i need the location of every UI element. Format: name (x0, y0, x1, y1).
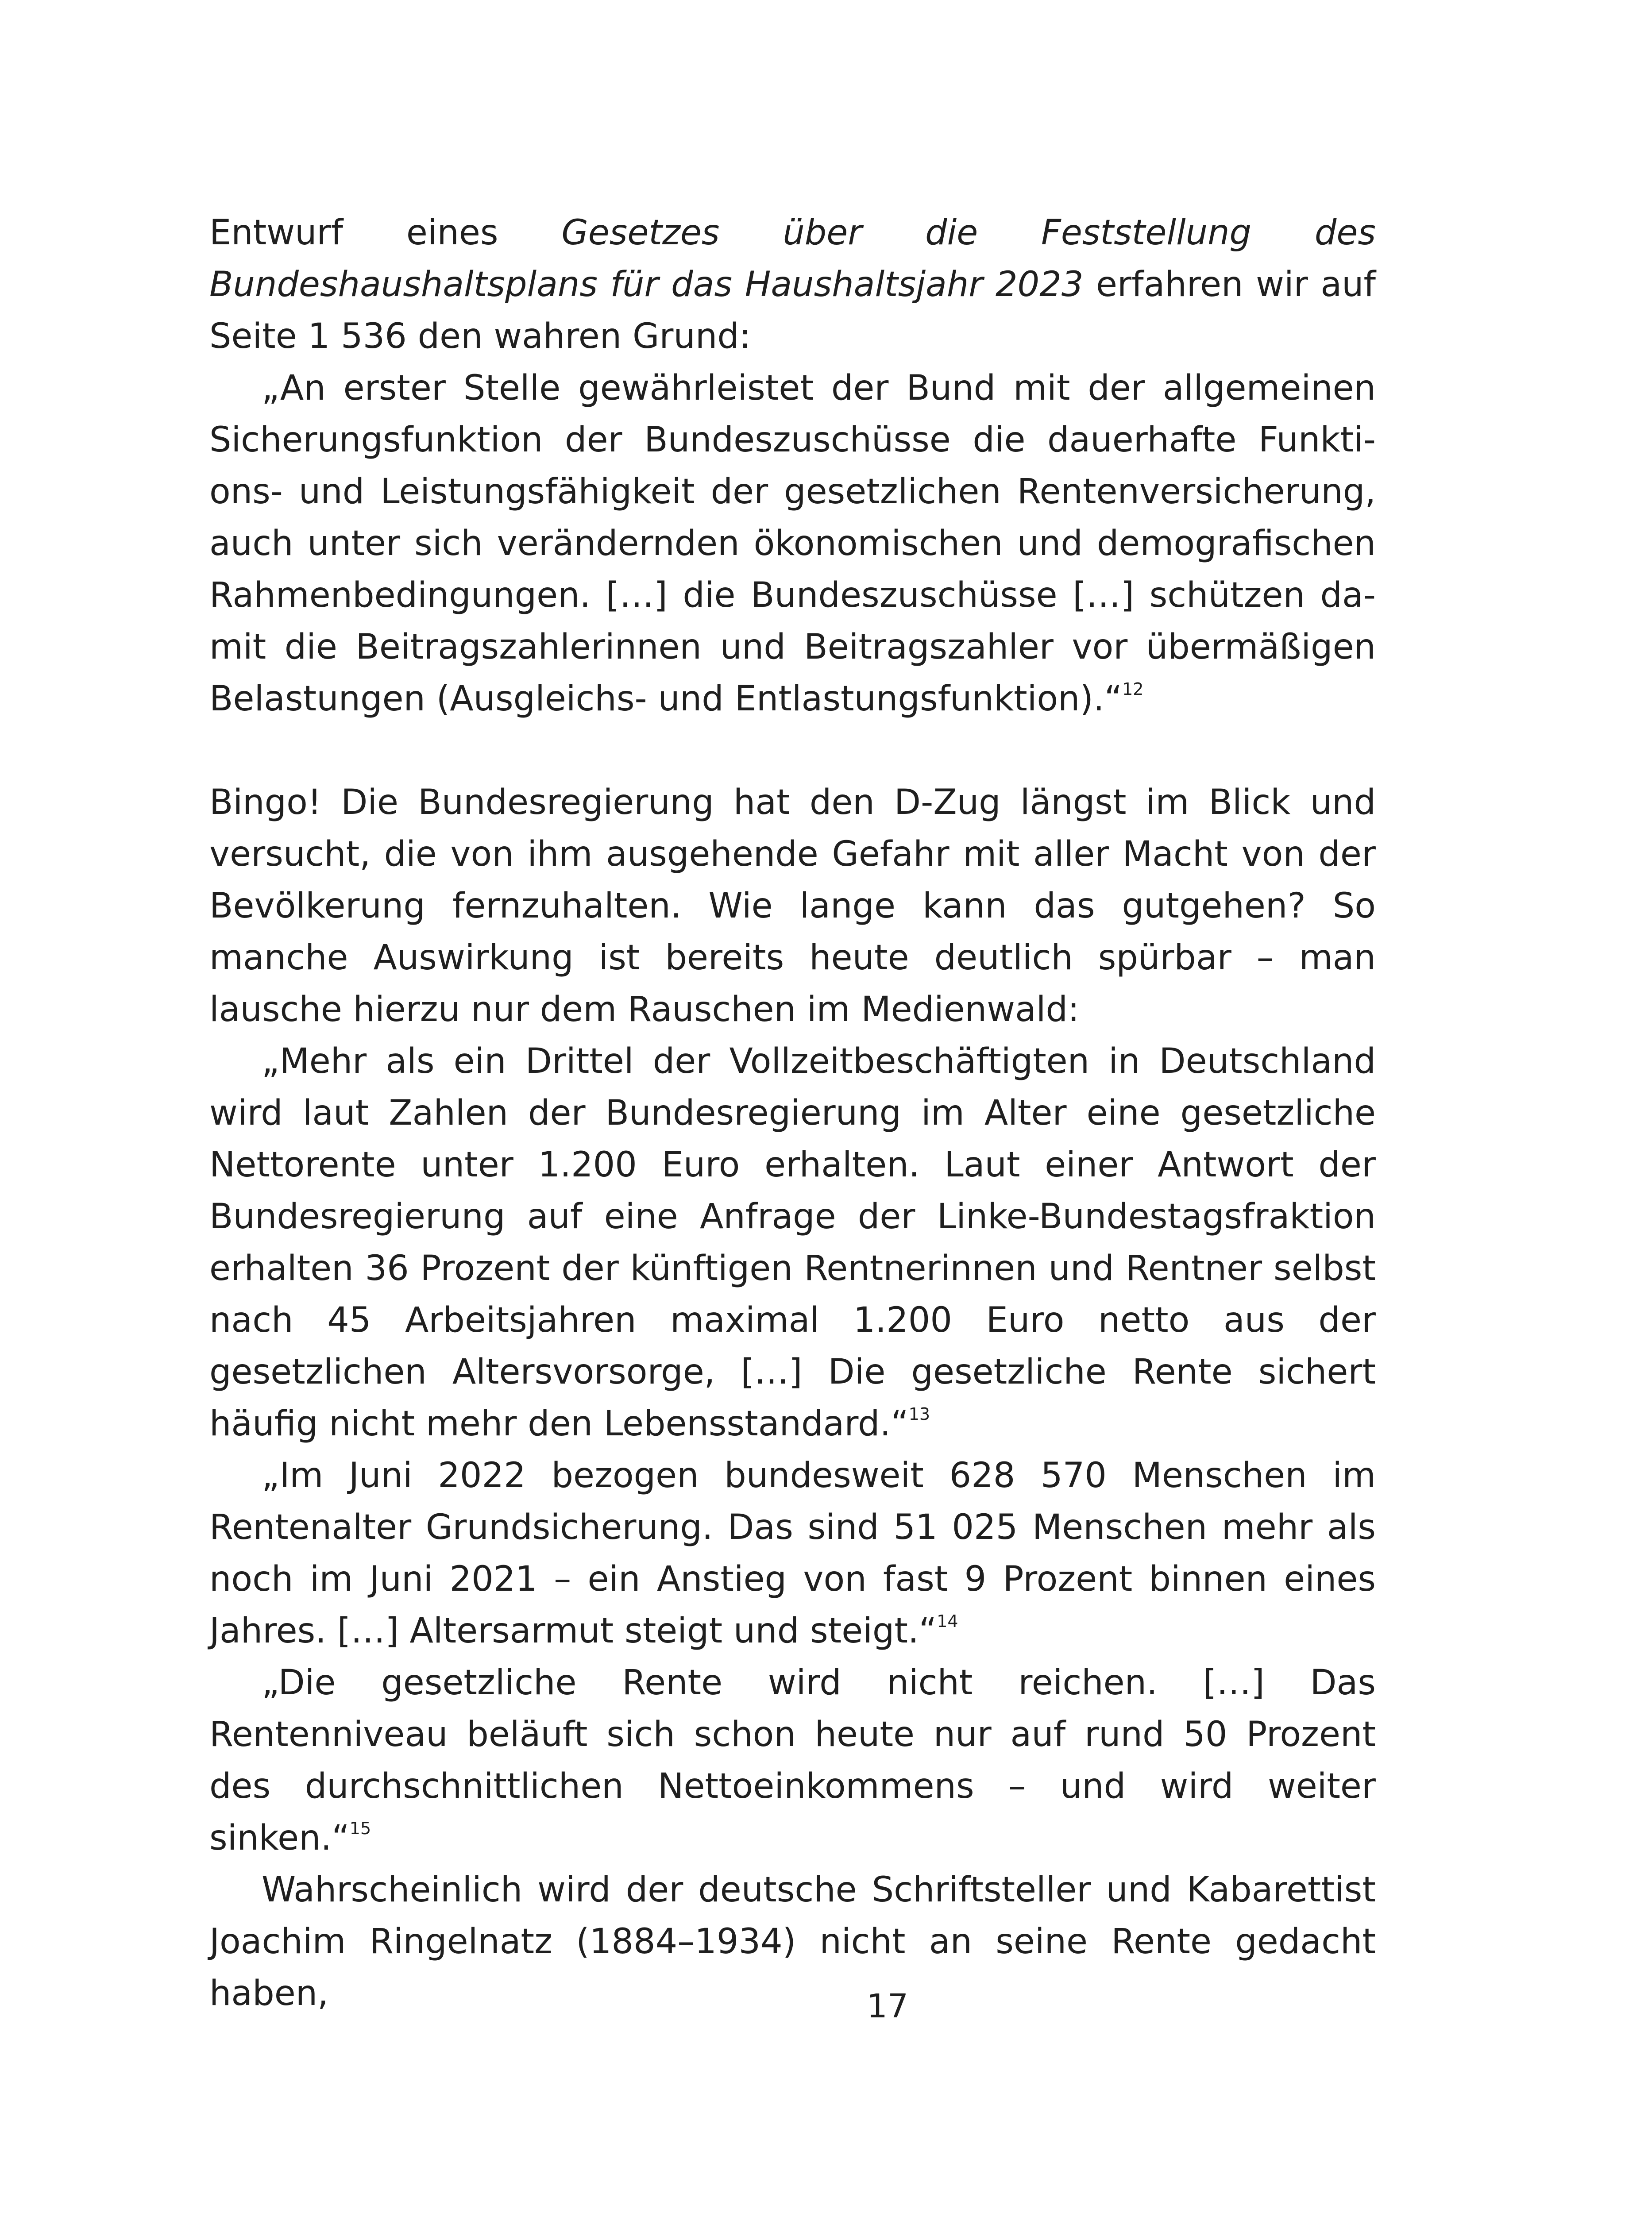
page-number: 17 (866, 1987, 909, 2025)
footnote-marker-13: 13 (908, 1404, 930, 1424)
paragraph-bingo (209, 777, 1376, 1036)
quote-3-text: „Im Juni 2022 bezogen bundesweit 628 570 Menschen im Rentenalter Grundsicherung. Das sind 51 025 Menschen mehr als noch im Juni 2021 – ein Anstieg von fast 9 Prozent binnen eines Jahres. […] Altersarmut steigt und steigt.“ (209, 1456, 1376, 1651)
intro-post: erfahren wir auf Seite 1 536 den wahren Grund: (209, 265, 1376, 356)
quote-paragraph-1 (209, 362, 1376, 725)
footnote-marker-14: 14 (937, 1612, 958, 1631)
paragraph-bingo-text: Bingo! Die Bundesregierung hat den D-Zug längst im Blick und versucht, die von ihm ausgehende Gefahr mit aller Macht von der Bevölkerung fernzuhalten. Wie lange kann das gutgehen? So manche Auswirkung ist bereits heute deutlich spürbar – man lausche hierzu nur dem Rauschen im Medienwald: (209, 783, 1376, 1029)
paragraph-ringelnatz-text: Wahrscheinlich wird der deutsche Schriftsteller und Kabarettist Joachim Ringelnatz (1884–1934) nicht an seine Rente gedacht haben, (209, 1870, 1376, 2013)
law-title: Gesetzes über die Feststellung des Bundeshaushaltsplans für das Haushaltsjahr 2023 (209, 213, 1376, 305)
quote-paragraph-3 (209, 1450, 1376, 1657)
quote-paragraph-2 (209, 1036, 1376, 1450)
quote-2-text: „Mehr als ein Drittel der Vollzeitbeschäftigten in Deutschland wird laut Zahlen der Bundesregierung im Alter eine gesetzliche Nettorente unter 1.200 Euro erhalten. Laut einer Antwort der Bundesregierung auf eine Anfrage der Linke-Bundestagsfraktion erhalten 36 Prozent der künftigen Rentnerinnen und Rentner selbst nach 45 Arbeitsjahren maximal 1.200 Euro netto aus der gesetzlichen Altersvorsorge, […] Die gesetzliche Rente sichert häufig nicht mehr den Lebensstandard.“ (209, 1041, 1376, 1444)
intro-pre: Entwurf eines (209, 213, 562, 253)
intro-paragraph (209, 207, 1376, 362)
quote-4-text: „Die gesetzliche Rente wird nicht reichen. […] Das Rentenniveau beläuft sich schon heute nur auf rund 50 Prozent des durchschnittlichen Nettoeinkommens – und wird weiter sinken.“ (209, 1663, 1376, 1858)
body-text (209, 207, 1376, 2020)
quote-paragraph-4 (209, 1657, 1376, 1864)
footnote-marker-12: 12 (1122, 679, 1144, 699)
quote-1-text: „An erster Stelle gewährleistet der Bund mit der allgemeinen Sicherungsfunktion der Bundeszuschüsse die dauerhafte Funktions- und Leistungsfähigkeit der gesetzlichen Rentenversicherung, auch unter sich verändernden ökonomischen und demografischen Rahmenbedingungen. […] die Bundeszuschüsse […] schützen damit die Beitragszahlerinnen und Beitragszahler vor übermäßigen Belastungen (Ausgleichs- und Entlastungsfunktion).“ (209, 368, 1376, 719)
footnote-marker-15: 15 (349, 1819, 371, 1838)
